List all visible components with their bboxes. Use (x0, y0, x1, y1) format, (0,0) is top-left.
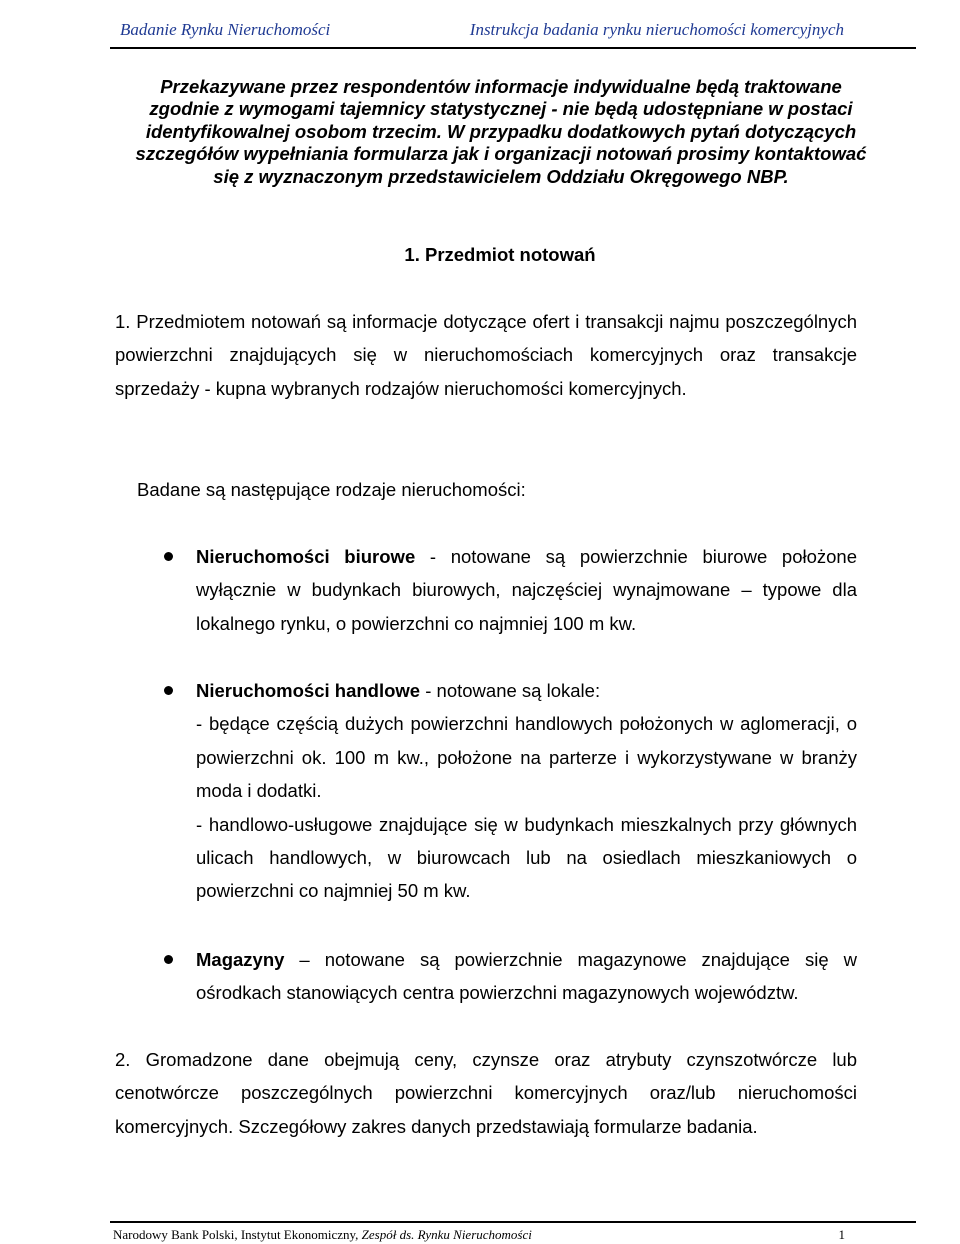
footer-team: Zespół ds. Rynku Nieruchomości (361, 1227, 532, 1242)
header-title-left: Badanie Rynku Nieruchomości (120, 20, 331, 39)
point-2-text: Gromadzone dane obejmują ceny, czynsze oraz atrybuty czynszotwórcze lub cenotwórcze poszczególnych powierzchni komercyjnych oraz/lub nieruchomości komercyjnych. Szczegółowy zakres danych przedstawiają formularze badania. (115, 1049, 858, 1137)
bullet-dot-icon (164, 552, 173, 561)
bullet-retail-term: Nieruchomości handlowe (196, 680, 421, 701)
bullet-dot-icon (164, 955, 173, 964)
footer-rule (110, 1221, 916, 1223)
header-rule (110, 47, 916, 49)
bullet-office-term: Nieruchomości biurowe (196, 546, 416, 567)
bullet-retail (160, 674, 857, 908)
header-title-right: Instrukcja badania rynku nieruchomości komercyjnych (469, 20, 844, 39)
bullet-retail-sub-1: - będące częścią dużych powierzchni handlowych położonych w aglomeracji, o powierzchni ok. 100 m kw., położone na parterze i wykorzystywane w branży moda i dodatki. (196, 713, 857, 802)
bullet-warehouse-term: Magazyny (196, 949, 285, 970)
bullet-warehouse-text: – notowane są powierzchnie magazynowe znajdujące się w ośrodkach stanowiących centra powierzchni magazynowych województw. (196, 949, 857, 1004)
page-number: 1 (838, 1227, 845, 1242)
bullet-warehouse (160, 943, 857, 1010)
bullet-office-text: - notowane są powierzchnie biurowe położone wyłącznie w budynkach biurowych, najczęściej wynajmowane – typowe dla lokalnego rynku, o powierzchni co najmniej 100 m kw. (196, 546, 857, 634)
point-2-number: 2. (115, 1049, 131, 1070)
footer-institution: Narodowy Bank Polski, Instytut Ekonomiczny, (113, 1227, 359, 1242)
section-title: 1. Przedmiot notowań (404, 244, 596, 265)
confidentiality-notice: Przekazywane przez respondentów informacje indywidualne będą traktowane zgodnie z wymogami tajemnicy statystycznej - nie będą udostępniane w postaci identyfikowalnej osobom trzecim. W przypadku dodatkowych pytań dotyczących szczegółów wypełniania formularza jak i organizacji notowań prosimy kontaktować się z wyznaczonym przedstawicielem Oddziału Okręgowego NBP. (135, 76, 867, 187)
bullet-retail-sub-2: - handlowo-usługowe znajdujące się w budynkach mieszkalnych przy głównych ulicach handlowych, w biurowcach lub na osiedlach mieszkaniowych o powierzchni co najmniej 50 m kw. (196, 813, 857, 902)
footer-credit (113, 1227, 532, 1243)
point-2 (115, 1043, 857, 1143)
point-1-number: 1. (115, 311, 131, 332)
point-1 (115, 305, 857, 405)
bullet-retail-text: - notowane są lokale: (420, 680, 601, 701)
bullet-dot-icon (164, 686, 173, 695)
property-types-intro: Badane są następujące rodzaje nieruchomości: (137, 479, 526, 500)
bullet-office (160, 540, 857, 640)
point-1-text: Przedmiotem notowań są informacje dotyczące ofert i transakcji najmu poszczególnych powierzchni znajdujących się w nieruchomościach komercyjnych oraz transakcje sprzedaży - kupna wybranych rodzajów nieruchomości komercyjnych. (115, 311, 858, 399)
